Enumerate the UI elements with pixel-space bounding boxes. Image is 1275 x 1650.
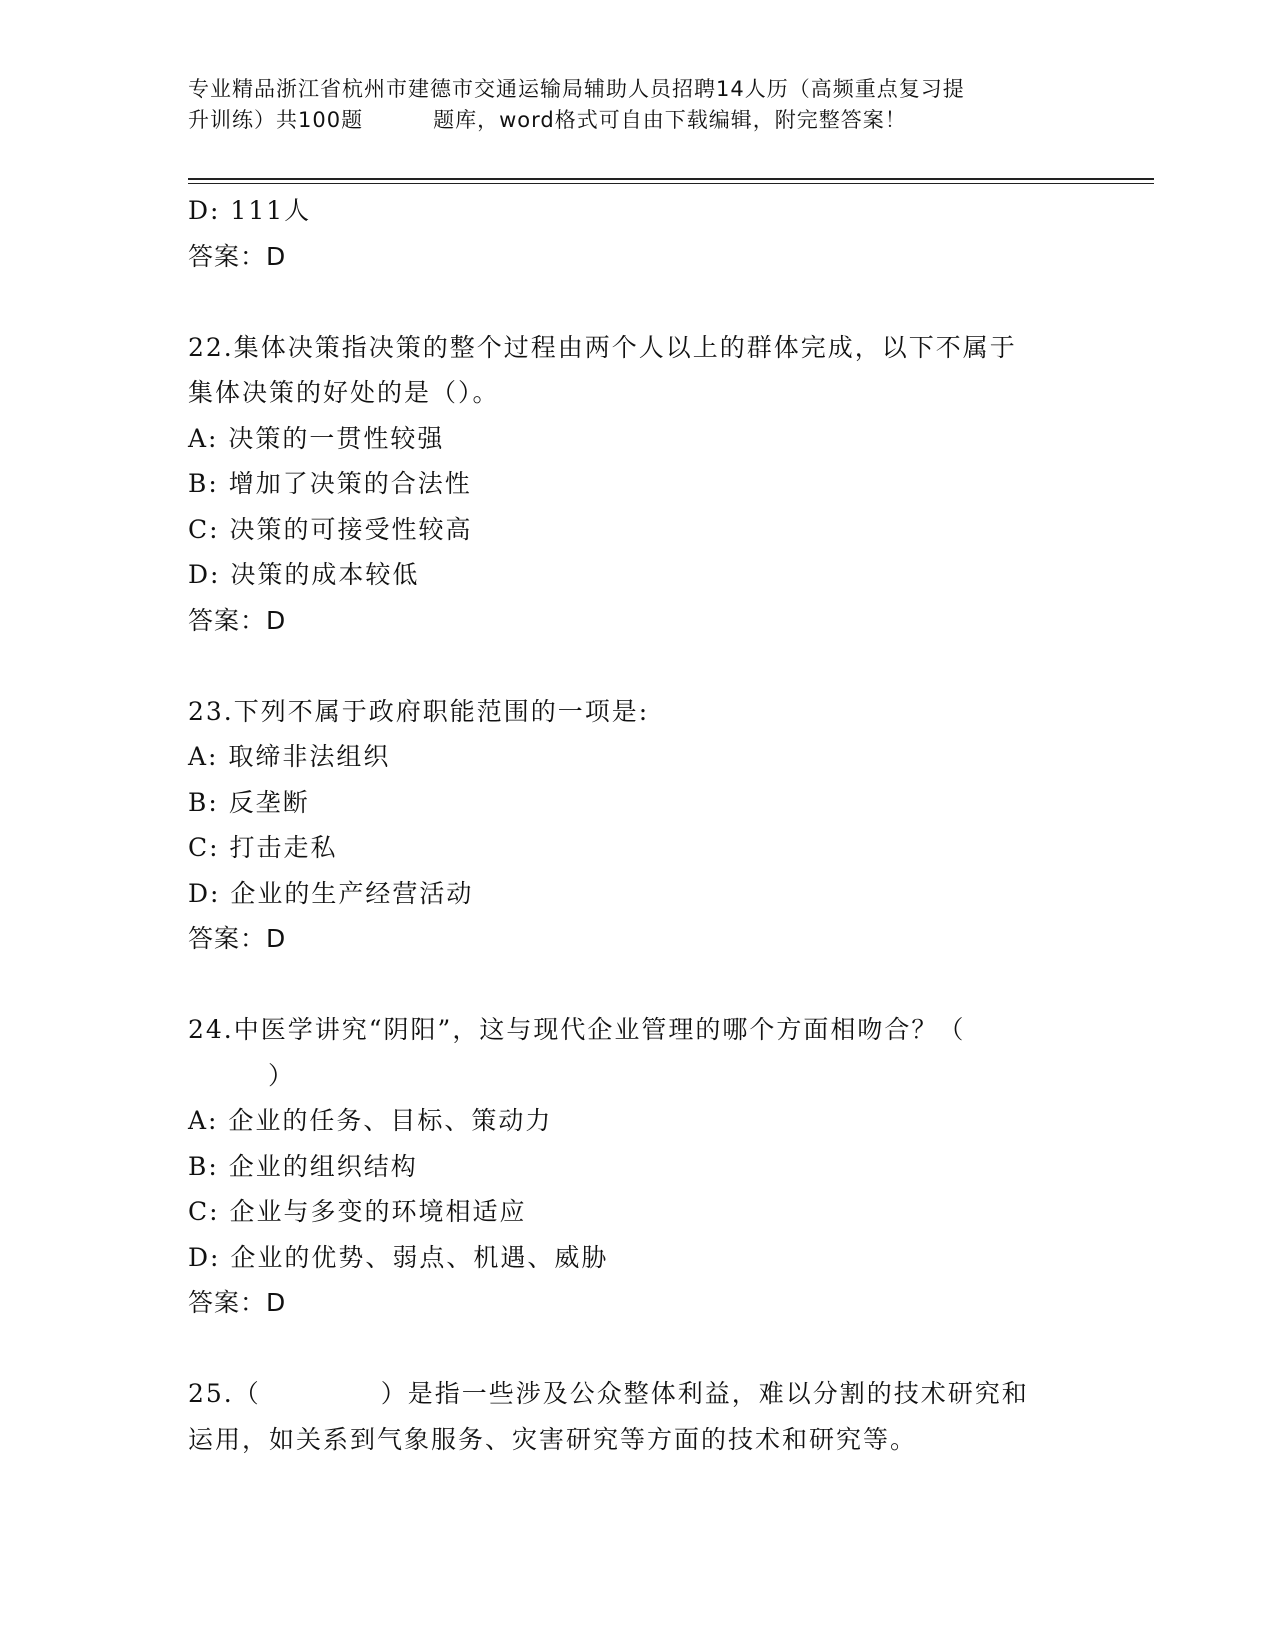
stem-closing-paren: ） <box>268 1060 296 1090</box>
document-header <box>188 74 1068 136</box>
question-24 <box>188 1007 1088 1326</box>
option-c: C: 企业与多变的环境相适应 <box>188 1197 527 1226</box>
question-stem: 23.下列不属于政府职能范围的一项是: <box>188 696 650 726</box>
question-stem: 运用，如关系到气象服务、灾害研究等方面的技术和研究等。 <box>188 1424 918 1454</box>
option-b: B: 反垄断 <box>188 787 310 817</box>
answer: 答案：D <box>188 605 287 635</box>
option-d: D: 企业的优势、弱点、机遇、威胁 <box>188 1242 609 1272</box>
question-stem: 集体决策的好处的是（）。 <box>188 378 500 407</box>
spacer <box>188 643 1088 689</box>
prev-answer: 答案：D <box>188 241 287 271</box>
stem-text: ）是指一些涉及公众整体利益，难以分割的技术研究和 <box>380 1379 1029 1408</box>
header-rule-thick <box>188 178 1154 180</box>
question-stem-continuation <box>188 1053 1088 1099</box>
header-line-2 <box>188 105 1068 136</box>
spacer <box>188 279 1088 325</box>
option-a: A: 企业的任务、目标、策动力 <box>188 1106 553 1135</box>
option-c: C: 打击走私 <box>188 833 338 862</box>
question-stem: 22.集体决策指决策的整个过程由两个人以上的群体完成，以下不属于 <box>188 332 1017 362</box>
header-subtitle: 题库，word格式可自由下载编辑，附完整答案！ <box>433 108 907 132</box>
header-line-1: 专业精品浙江省杭州市建德市交通运输局辅助人员招聘14人历（高频重点复习提 <box>188 77 965 101</box>
header-title-tail: 升训练）共100题 <box>188 108 364 132</box>
question-stem: 24.中医学讲究“阴阳”，这与现代企业管理的哪个方面相吻合？（ <box>188 1015 966 1044</box>
spacer <box>188 962 1088 1008</box>
option-d: D: 决策的成本较低 <box>188 560 420 589</box>
question-25 <box>188 1371 1088 1462</box>
spacer <box>188 1326 1088 1372</box>
answer: 答案：D <box>188 924 287 953</box>
option-b: B: 增加了决策的合法性 <box>188 469 472 498</box>
option-c: C: 决策的可接受性较高 <box>188 514 473 544</box>
question-stem <box>188 1371 1088 1417</box>
header-rule-thin <box>188 183 1154 184</box>
option-d: D: 企业的生产经营活动 <box>188 878 474 908</box>
prev-option-d: D: 111人 <box>188 196 312 225</box>
option-b: B: 企业的组织结构 <box>188 1151 418 1181</box>
question-23 <box>188 689 1088 962</box>
answer: 答案：D <box>188 1288 287 1317</box>
question-list <box>188 188 1088 1462</box>
option-a: A: 取缔非法组织 <box>188 742 391 771</box>
stem-number: 25.（ <box>188 1379 261 1408</box>
question-22 <box>188 325 1088 644</box>
option-a: A: 决策的一贯性较强 <box>188 423 445 453</box>
